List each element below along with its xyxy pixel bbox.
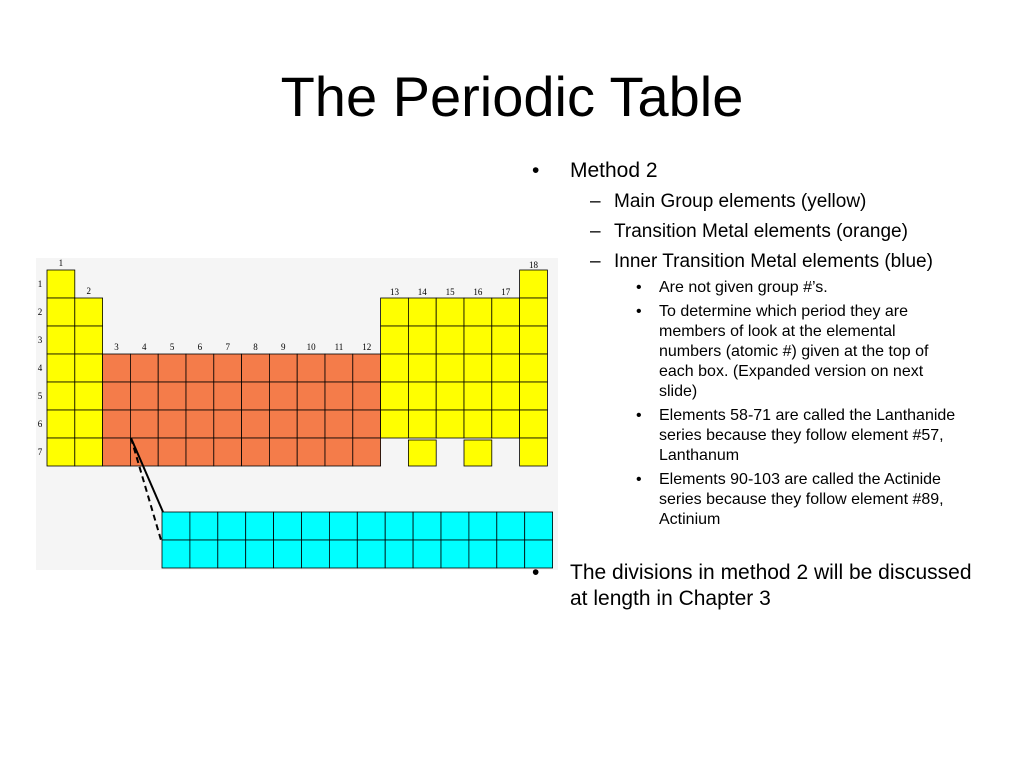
transition-metal-cell <box>130 354 158 382</box>
bullet-marker: • <box>636 471 642 488</box>
bullet-list <box>532 158 972 612</box>
transition-metal-cell <box>325 438 353 466</box>
period-label: 6 <box>37 419 43 429</box>
period-label: 1 <box>37 279 43 289</box>
group-label: 12 <box>362 342 372 352</box>
transition-metal-cell <box>214 410 242 438</box>
group-label: 14 <box>417 287 427 297</box>
bullet-text: Elements 90-103 are called the Actinide series because they follow element #89, Actinium <box>659 471 944 528</box>
inner-transition-cell <box>162 540 190 568</box>
main-group-cell <box>47 270 75 298</box>
group-label: 4 <box>142 342 147 352</box>
periodic-table-diagram <box>0 0 560 600</box>
main-group-cell <box>47 298 75 326</box>
period-label: 7 <box>37 447 43 457</box>
bullet-text: Main Group elements (yellow) <box>614 191 867 212</box>
transition-metal-cell <box>353 382 381 410</box>
transition-metal-cell <box>297 438 325 466</box>
bullet-level-3 <box>532 470 972 530</box>
main-group-cell <box>464 440 492 466</box>
bullet-text: Are not given group #’s. <box>659 279 828 296</box>
main-group-cell <box>75 354 103 382</box>
inner-transition-cell <box>302 512 330 540</box>
group-label: 15 <box>445 287 455 297</box>
main-group-cell <box>436 298 464 326</box>
bullet-text: Transition Metal elements (orange) <box>614 221 908 242</box>
bullet-text: Inner Transition Metal elements (blue) <box>614 251 933 272</box>
bullet-marker: • <box>532 159 540 182</box>
inner-transition-cell <box>357 540 385 568</box>
main-group-cell <box>75 382 103 410</box>
main-group-cell <box>436 326 464 354</box>
transition-metal-cell <box>269 382 297 410</box>
transition-metal-cell <box>297 382 325 410</box>
inner-transition-cell <box>190 540 218 568</box>
main-group-cell <box>47 438 75 466</box>
transition-metal-cell <box>325 410 353 438</box>
group-label: 16 <box>473 287 483 297</box>
inner-transition-cell <box>469 512 497 540</box>
bullet-level-2 <box>532 220 972 244</box>
transition-metal-cell <box>325 354 353 382</box>
bullet-marker: • <box>636 407 642 424</box>
main-group-cell <box>75 410 103 438</box>
main-group-cell <box>464 326 492 354</box>
bullet-text: To determine which period they are members of look at the elemental numbers (atomic #) given at the top of each box. (Expanded version on next slide) <box>659 303 929 400</box>
main-group-cell <box>408 298 436 326</box>
main-group-cell <box>464 354 492 382</box>
transition-metal-cell <box>103 354 131 382</box>
main-group-cell <box>381 298 409 326</box>
transition-metal-cell <box>186 438 214 466</box>
main-group-cell <box>381 382 409 410</box>
main-group-cell <box>408 440 436 466</box>
main-group-cell <box>436 354 464 382</box>
transition-metal-cell <box>158 382 186 410</box>
transition-metal-cell <box>297 410 325 438</box>
transition-metal-cell <box>103 438 131 466</box>
main-group-cell <box>75 438 103 466</box>
group-label: 10 <box>306 342 316 352</box>
inner-transition-cell <box>441 540 469 568</box>
bullet-marker: • <box>532 561 540 584</box>
main-group-cell <box>381 354 409 382</box>
bullet-marker: • <box>636 303 642 320</box>
main-group-cell <box>464 298 492 326</box>
main-group-cell <box>464 410 492 438</box>
main-group-cell <box>492 326 520 354</box>
transition-metal-cell <box>269 438 297 466</box>
transition-metal-cell <box>242 410 270 438</box>
transition-metal-cell <box>214 438 242 466</box>
transition-metal-cell <box>269 354 297 382</box>
group-label: 5 <box>169 342 175 352</box>
main-group-cell <box>492 354 520 382</box>
bullet-marker: – <box>590 251 601 272</box>
group-label: 17 <box>501 287 511 297</box>
transition-metal-cell <box>186 382 214 410</box>
main-group-cell <box>492 298 520 326</box>
transition-metal-cell <box>130 382 158 410</box>
inner-transition-cell <box>385 512 413 540</box>
group-label: 9 <box>281 342 286 352</box>
inner-transition-cell <box>357 512 385 540</box>
inner-transition-cell <box>246 540 274 568</box>
transition-metal-cell <box>214 354 242 382</box>
group-label: 1 <box>58 258 64 268</box>
group-label: 3 <box>114 342 119 352</box>
main-group-cell <box>381 326 409 354</box>
group-label: 13 <box>390 287 399 297</box>
period-label: 5 <box>37 391 43 401</box>
bullet-level-1 <box>532 560 972 612</box>
transition-metal-cell <box>353 410 381 438</box>
group-label: 6 <box>197 342 203 352</box>
bullet-text: Elements 58-71 are called the Lanthanide series because they follow element #57, Lanthanum <box>659 407 956 464</box>
bullet-marker: • <box>636 279 642 296</box>
inner-transition-cell <box>274 540 302 568</box>
bullet-level-2 <box>532 250 972 274</box>
main-group-cell <box>408 382 436 410</box>
inner-transition-cell <box>218 540 246 568</box>
inner-transition-cell <box>441 512 469 540</box>
bullet-marker: – <box>590 191 601 212</box>
main-group-cell <box>492 410 520 438</box>
transition-metal-cell <box>186 354 214 382</box>
slide-title: The Periodic Table <box>280 65 744 128</box>
transition-metal-cell <box>269 410 297 438</box>
bullet-text: Method 2 <box>570 159 658 182</box>
period-label: 3 <box>37 335 43 345</box>
inner-transition-cell <box>329 540 357 568</box>
transition-metal-cell <box>325 382 353 410</box>
transition-metal-cell <box>353 354 381 382</box>
bullet-level-1 <box>532 158 972 184</box>
transition-metal-cell <box>158 354 186 382</box>
main-group-cell <box>408 354 436 382</box>
inner-transition-cell <box>190 512 218 540</box>
period-label: 4 <box>37 363 43 373</box>
inner-transition-cell <box>497 540 525 568</box>
main-group-cell <box>464 382 492 410</box>
main-group-cell <box>436 410 464 438</box>
bullet-level-3 <box>532 406 972 466</box>
inner-transition-cell <box>413 540 441 568</box>
transition-metal-cell <box>103 382 131 410</box>
inner-transition-cell <box>162 512 190 540</box>
transition-metal-cell <box>353 438 381 466</box>
main-group-cell <box>408 326 436 354</box>
transition-metal-cell <box>103 410 131 438</box>
main-group-cell <box>47 354 75 382</box>
transition-metal-cell <box>242 382 270 410</box>
inner-transition-cell <box>497 512 525 540</box>
bullet-level-2 <box>532 190 972 214</box>
group-label: 2 <box>86 286 91 296</box>
bullet-level-3 <box>532 278 972 298</box>
group-label: 11 <box>334 342 344 352</box>
group-label: 7 <box>225 342 230 352</box>
main-group-cell <box>47 382 75 410</box>
inner-transition-cell <box>246 512 274 540</box>
group-label: 18 <box>529 260 538 270</box>
inner-transition-cell <box>413 512 441 540</box>
main-group-cell <box>75 298 103 326</box>
bullet-marker: – <box>590 221 601 242</box>
inner-transition-cell <box>385 540 413 568</box>
inner-transition-cell <box>329 512 357 540</box>
inner-transition-cell <box>274 512 302 540</box>
bullet-level-3 <box>532 302 972 402</box>
inner-transition-cell <box>302 540 330 568</box>
transition-metal-cell <box>130 410 158 438</box>
group-label: 8 <box>253 342 258 352</box>
transition-metal-cell <box>158 410 186 438</box>
transition-metal-cell <box>297 354 325 382</box>
bullet-text: The divisions in method 2 will be discussed at length in Chapter 3 <box>570 561 972 610</box>
transition-metal-cell <box>186 410 214 438</box>
main-group-cell <box>75 326 103 354</box>
transition-metal-cell <box>242 438 270 466</box>
main-group-cell <box>47 326 75 354</box>
main-group-cell <box>408 410 436 438</box>
transition-metal-cell <box>242 354 270 382</box>
inner-transition-cell <box>218 512 246 540</box>
main-group-cell <box>436 382 464 410</box>
transition-metal-cell <box>214 382 242 410</box>
main-group-cell <box>381 410 409 438</box>
inner-transition-cell <box>469 540 497 568</box>
main-group-cell <box>47 410 75 438</box>
period-label: 2 <box>37 307 43 317</box>
transition-metal-cell <box>158 438 186 466</box>
main-group-cell <box>492 382 520 410</box>
